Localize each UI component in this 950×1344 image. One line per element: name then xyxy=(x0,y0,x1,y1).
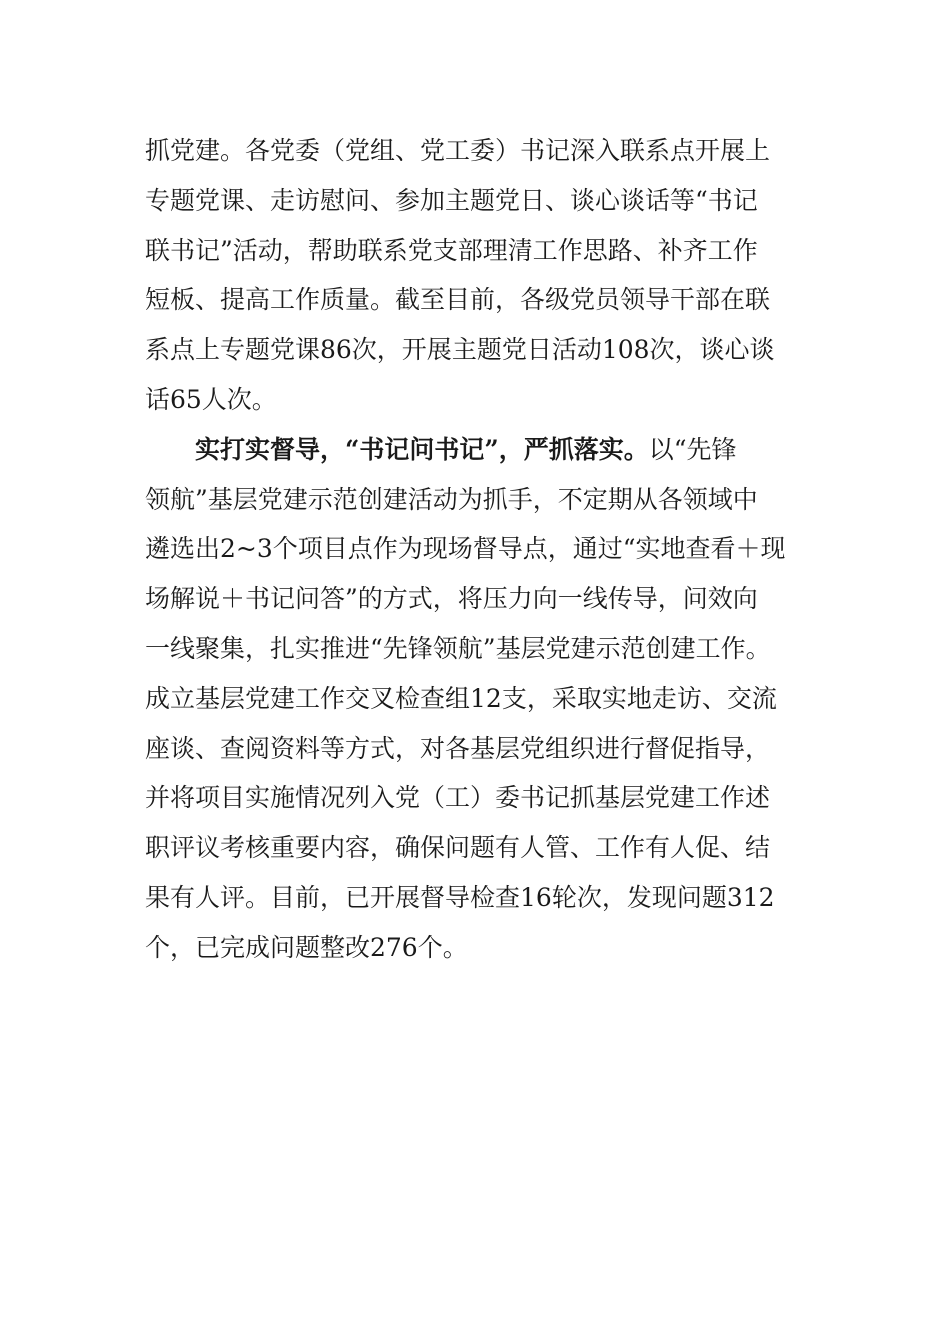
paragraph-1-line-5: 系点上专题党课86次，开展主题党日活动108次，谈心谈 xyxy=(145,335,775,365)
paragraph-2-line-6: 成立基层党建工作交叉检查组12支，采取实地走访、交流 xyxy=(145,683,777,713)
paragraph-2-line-1 xyxy=(145,425,810,475)
paragraph-2-line-7: 座谈、查阅资料等方式，对各基层党组织进行督促指导， xyxy=(145,733,771,763)
paragraph-2-line-11: 个，已完成问题整改276个。 xyxy=(145,932,468,962)
paragraph-1-line-4: 短板、提高工作质量。截至目前，各级党员领导干部在联 xyxy=(145,285,771,315)
body-text xyxy=(145,126,810,973)
paragraph-2-line-9: 职评议考核重要内容，确保问题有人管、工作有人促、结 xyxy=(145,833,771,863)
paragraph-1-line-3: 联书记”活动，帮助联系党支部理清工作思路、补齐工作 xyxy=(145,235,758,265)
paragraph-1-line-6: 话65人次。 xyxy=(145,384,277,414)
paragraph-2-line-5: 一线聚集，扎实推进“先锋领航”基层党建示范创建工作。 xyxy=(145,633,771,663)
paragraph-2-line-3: 遴选出2~3个项目点作为现场督导点，通过“实地查看＋现 xyxy=(145,534,786,564)
paragraph-2-heading: 实打实督导，“书记问书记”，严抓落实。 xyxy=(195,434,649,464)
paragraph-2-line-10: 果有人评。目前，已开展督导检查16轮次，发现问题312 xyxy=(145,882,775,912)
paragraph-2-line-2: 领航”基层党建示范创建活动为抓手，不定期从各领域中 xyxy=(145,484,758,514)
paragraph-2-line-4: 场解说＋书记问答”的方式，将压力向一线传导，问效向 xyxy=(145,584,758,614)
paragraph-1-line-1: 抓党建。各党委（党组、党工委）书记深入联系点开展上 xyxy=(145,136,771,165)
paragraph-1-line-2: 专题党课、走访慰问、参加主题党日、谈心谈话等“书记 xyxy=(145,185,758,215)
paragraph-2-first-line-rest: 以“先锋 xyxy=(648,434,737,464)
paragraph-2-line-8: 并将项目实施情况列入党（工）委书记抓基层党建工作述 xyxy=(145,783,771,813)
